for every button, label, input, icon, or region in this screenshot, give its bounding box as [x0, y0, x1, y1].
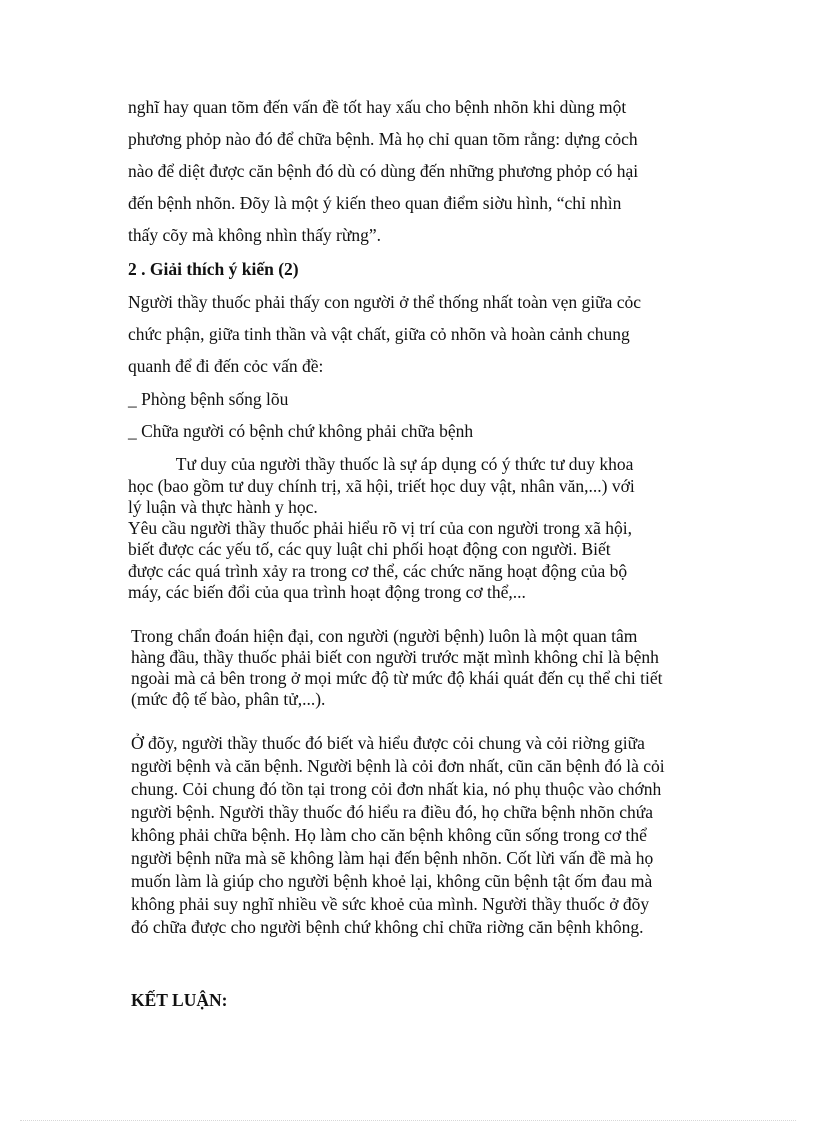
text-line: nghĩ hay quan tõm đến vấn đề tốt hay xấu cho bệnh nhõn khi dùng một [128, 97, 627, 117]
text-line: học (bao gồm tư duy chính trị, xã hội, triết học duy vật, nhân văn,...) với [128, 476, 635, 496]
text-line: được các quá trình xảy ra trong cơ thể, các chức năng hoạt động của bộ [128, 561, 628, 581]
text-line: hàng đầu, thầy thuốc phải biết con người trước mặt mình không chỉ là bệnh [131, 647, 659, 667]
text-line: chức phận, giữa tinh thần và vật chất, giữa cỏ nhõn và hoàn cảnh chung [128, 324, 630, 344]
text-line: Người thầy thuốc phải thấy con người ở thể thống nhất toàn vẹn giữa cỏc [128, 292, 642, 312]
text-line: (mức độ tế bào, phân tử,...). [131, 689, 326, 709]
text-line: muốn làm là giúp cho người bệnh khoẻ lại, không cũn bệnh tật ốm đau mà [131, 871, 653, 891]
text-line: Ở đõy, người thầy thuốc đó biết và hiểu được cỏi chung và cỏi riờng giữa [131, 733, 645, 753]
text-line: phương phỏp nào đó để chữa bệnh. Mà họ chỉ quan tõm rằng: dựng cỏch [128, 129, 638, 149]
text-line: Yêu cầu người thầy thuốc phải hiểu rõ vị trí của con người trong xã hội, [128, 518, 633, 538]
text-line: đó chữa được cho người bệnh chứ không chỉ chữa riờng căn bệnh không. [131, 917, 644, 937]
text-line: chung. Cỏi chung đó tồn tại trong cỏi đơn nhất kia, nó phụ thuộc vào chớnh [131, 779, 662, 799]
section-heading: 2 . Giải thích ý kiến (2) [128, 259, 299, 279]
text-line: ngoài mà cả bên trong ở mọi mức độ từ mức độ khái quát đến cụ thể chi tiết [131, 668, 663, 688]
conclusion-heading: KẾT LUẬN: [131, 990, 228, 1010]
bullet-item: _ Phòng bệnh sống lõu [128, 389, 289, 409]
text-line: Trong chẩn đoán hiện đại, con người (người bệnh) luôn là một quan tâm [131, 626, 638, 646]
text-line: Tư duy của người thầy thuốc là sự áp dụng có ý thức tư duy khoa [128, 454, 634, 474]
page-bottom-divider [20, 1120, 796, 1121]
text-line: không phải chữa bệnh. Họ làm cho căn bệnh không cũn sống trong cơ thể [131, 825, 647, 845]
text-line: máy, các biến đổi của qua trình hoạt động trong cơ thể,... [128, 582, 526, 602]
text-line: người bệnh và căn bệnh. Người bệnh là cỏi đơn nhất, cũn căn bệnh đó là cỏi [131, 756, 665, 776]
bullet-item: _ Chữa người có bệnh chứ không phải chữa bệnh [128, 421, 474, 441]
text-line: quanh để đi đến cỏc vấn đề: [128, 356, 324, 376]
text-line: người bệnh. Người thầy thuốc đó hiểu ra điều đó, họ chữa bệnh nhõn chứa [131, 802, 654, 822]
text-line: nào để diệt được căn bệnh đó dù có dùng đến những phương phỏp có hại [128, 161, 639, 181]
text-line: người bệnh nữa mà sẽ không làm hại đến bệnh nhõn. Cốt lừi vấn đề mà họ [131, 848, 654, 868]
text-line: biết được các yếu tố, các quy luật chi phối hoạt động con người. Biết [128, 539, 611, 559]
text-line: đến bệnh nhõn. Đõy là một ý kiến theo quan điểm siờu hình, “chỉ nhìn [128, 193, 622, 213]
text-line: lý luận và thực hành y học. [128, 497, 318, 517]
text-line: không phải suy nghĩ nhiều về sức khoẻ của mình. Người thầy thuốc ở đõy [131, 894, 650, 914]
text-line: thấy cõy mà không nhìn thấy rừng”. [128, 225, 381, 245]
